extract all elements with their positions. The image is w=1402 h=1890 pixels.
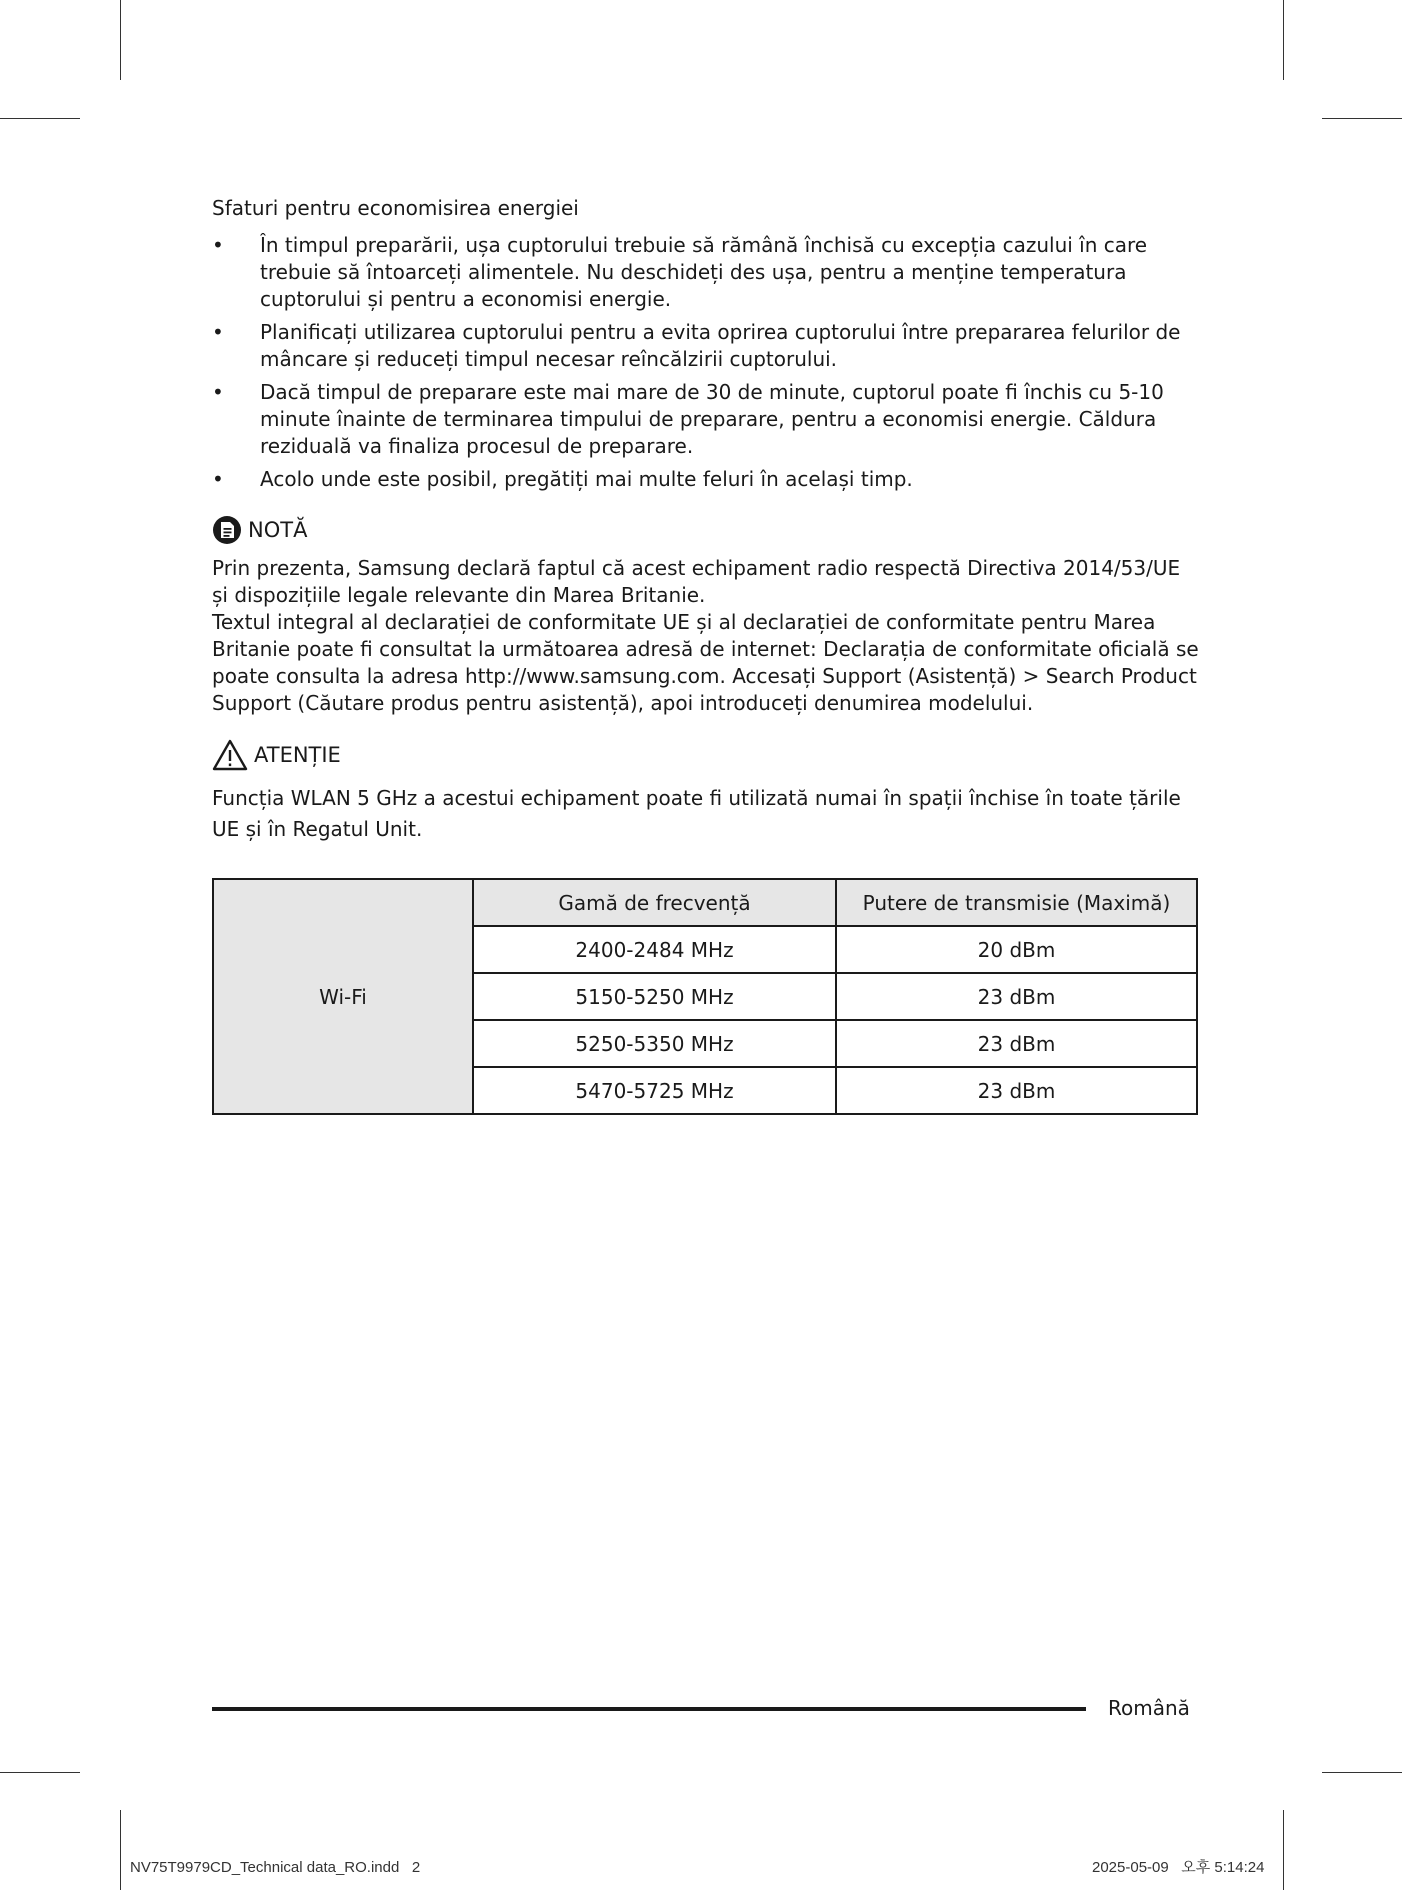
list-item: • În timpul preparării, ușa cuptorului trebuie să rămână închisă cu excepția cazului în care trebuie să întoarceți alimentele. Nu deschideți des ușa, pentru a menține temperatura cuptorului și pentru a economisi energie. — [212, 233, 1148, 311]
caution-label: ATENȚIE — [254, 743, 341, 767]
crop-mark — [120, 1810, 121, 1890]
list-item: • Planificați utilizarea cuptorului pentru a evita oprirea cuptorului între prepararea felurilor de mâncare și reduceți timpul necesar reîncălzirii cuptorului. — [212, 320, 1181, 371]
table-cell: 23 dBm — [836, 1067, 1197, 1114]
energy-tips-title: Sfaturi pentru economisirea energiei — [212, 196, 579, 220]
crop-mark — [1283, 1810, 1284, 1890]
wifi-spec-table — [212, 878, 1198, 1115]
page-content — [212, 194, 1202, 1103]
footer-rule — [212, 1707, 1086, 1711]
crop-mark — [1322, 118, 1402, 119]
crop-mark — [0, 118, 80, 119]
table-cell: 20 dBm — [836, 926, 1197, 973]
list-item: • Acolo unde este posibil, pregătiți mai multe feluri în același timp. — [212, 467, 913, 491]
table-cell: 23 dBm — [836, 1020, 1197, 1067]
note-icon — [212, 515, 242, 545]
note-text: Textul integral al declarației de conformitate UE și al declarației de conformitate pentru Marea Britanie poate fi consultat la următoarea adresă de internet: Declarația de conformitate oficială se poate consulta la adresa http://www.samsung.com. Accesați Support (Asistență) > Search Product Support (Căutare produs pentru asistență), apoi introduceți denumirea modelului. — [212, 610, 1199, 715]
crop-mark — [0, 1772, 80, 1773]
slug-filename: NV75T9979CD_Technical data_RO.indd 2 — [130, 1859, 421, 1876]
list-item: • Dacă timpul de preparare este mai mare de 30 de minute, cuptorul poate fi închis cu 5-10 minute înainte de terminarea timpului de preparare, pentru a economisi energie. Căldura reziduală va finaliza procesul de preparare. — [212, 380, 1164, 458]
crop-mark — [120, 0, 121, 80]
warning-triangle-icon — [212, 739, 248, 771]
energy-tips-list — [212, 232, 1202, 493]
slug-timestamp: 2025-05-09 오후 5:14:24 — [1092, 1859, 1265, 1876]
table-cell: 2400-2484 MHz — [473, 926, 836, 973]
table-row — [213, 879, 1197, 926]
crop-mark — [1283, 0, 1284, 80]
caution-text: Funcția WLAN 5 GHz a acestui echipament poate fi utilizată numai în spații închise în toate țările UE și în Regatul Unit. — [212, 786, 1181, 841]
table-cell: 5250-5350 MHz — [473, 1020, 836, 1067]
table-cell: 23 dBm — [836, 973, 1197, 1020]
note-text: Prin prezenta, Samsung declară faptul că acest echipament radio respectă Directiva 2014/53/UE și dispozițiile legale relevante din Marea Britanie. — [212, 556, 1181, 607]
caution-heading — [212, 739, 1202, 771]
note-label: NOTĂ — [248, 518, 308, 542]
table-header: Gamă de frecvență — [473, 879, 836, 926]
table-cell: 5470-5725 MHz — [473, 1067, 836, 1114]
footer-language: Română — [1108, 1696, 1190, 1720]
table-header: Putere de transmisie (Maximă) — [836, 879, 1197, 926]
note-heading — [212, 515, 1202, 545]
table-row-label: Wi-Fi — [213, 879, 473, 1114]
crop-mark — [1322, 1772, 1402, 1773]
table-cell: 5150-5250 MHz — [473, 973, 836, 1020]
